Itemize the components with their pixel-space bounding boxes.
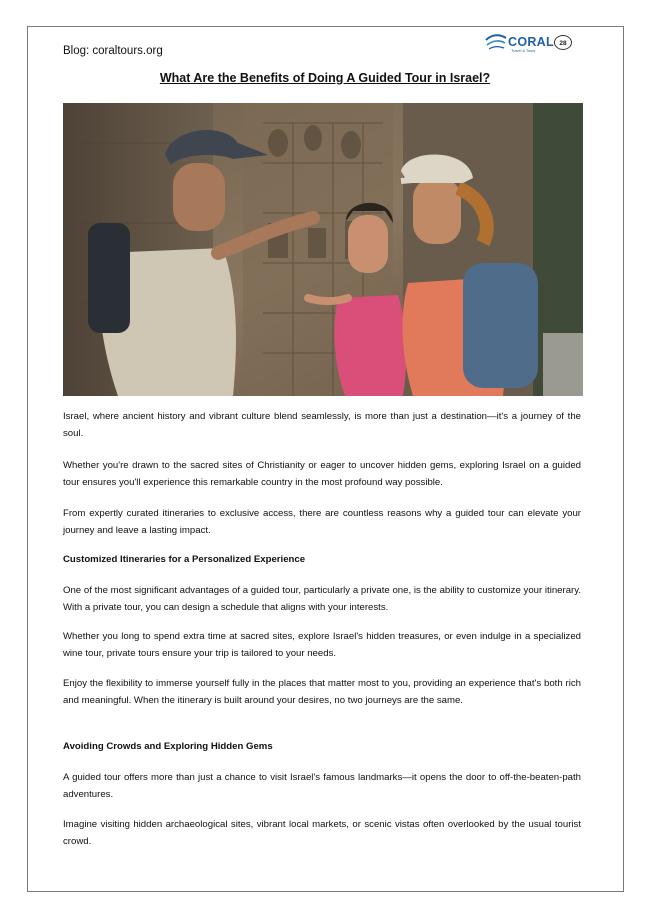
paragraph-off-beaten-path: A guided tour offers more than just a chance to visit Israel's famous landmarks—it opens the door to off-the-beaten-path adventures. [63, 772, 581, 800]
logo-badge: 28 [554, 35, 572, 50]
coral-logo [484, 32, 576, 56]
article-title: What Are the Benefits of Doing A Guided Tour in Israel? [159, 71, 491, 85]
paragraph-curated: From expertly curated itineraries to exclusive access, there are countless reasons why a guided tour can elevate your journey and leave a lasting impact. [63, 508, 581, 536]
logo-tagline: Travel & Tours [511, 49, 536, 53]
blog-label: Blog: coraltours.org [63, 45, 163, 57]
paragraph-flexibility: Enjoy the flexibility to immerse yourself fully in the places that matter most to you, providing an experience that's both rich and meaningful. When the itinerary is built around your desires, no two journeys are the same. [63, 678, 581, 706]
heading-customized-itineraries: Customized Itineraries for a Personalized Experience [63, 554, 306, 565]
logo-wordmark: CORAL [508, 35, 554, 49]
wave-logo-icon [484, 32, 510, 54]
paragraph-hidden-sites: Imagine visiting hidden archaeological sites, vibrant local markets, or scenic vistas often overlooked by the usual tourist crowd. [63, 819, 581, 847]
paragraph-extra-time: Whether you long to spend extra time at sacred sites, explore Israel's hidden treasures, or even indulge in a specialized wine tour, private tours ensure your trip is tailored to your needs. [63, 631, 581, 659]
guided-tour-photo [63, 103, 583, 396]
paragraph-sacred-sites: Whether you're drawn to the sacred sites of Christianity or eager to uncover hidden gems, exploring Israel on a guided tour ensures you'll experience this remarkable country in the most profound way possible. [63, 460, 581, 488]
heading-avoiding-crowds: Avoiding Crowds and Exploring Hidden Gems [63, 741, 273, 752]
paragraph-private-tour: One of the most significant advantages of a guided tour, particularly a private one, is the ability to customize your itinerary. With a private tour, you can design a schedule that aligns with your interests. [63, 585, 581, 613]
paragraph-intro: Israel, where ancient history and vibrant culture blend seamlessly, is more than just a destination—it's a journey of the soul. [63, 411, 581, 439]
